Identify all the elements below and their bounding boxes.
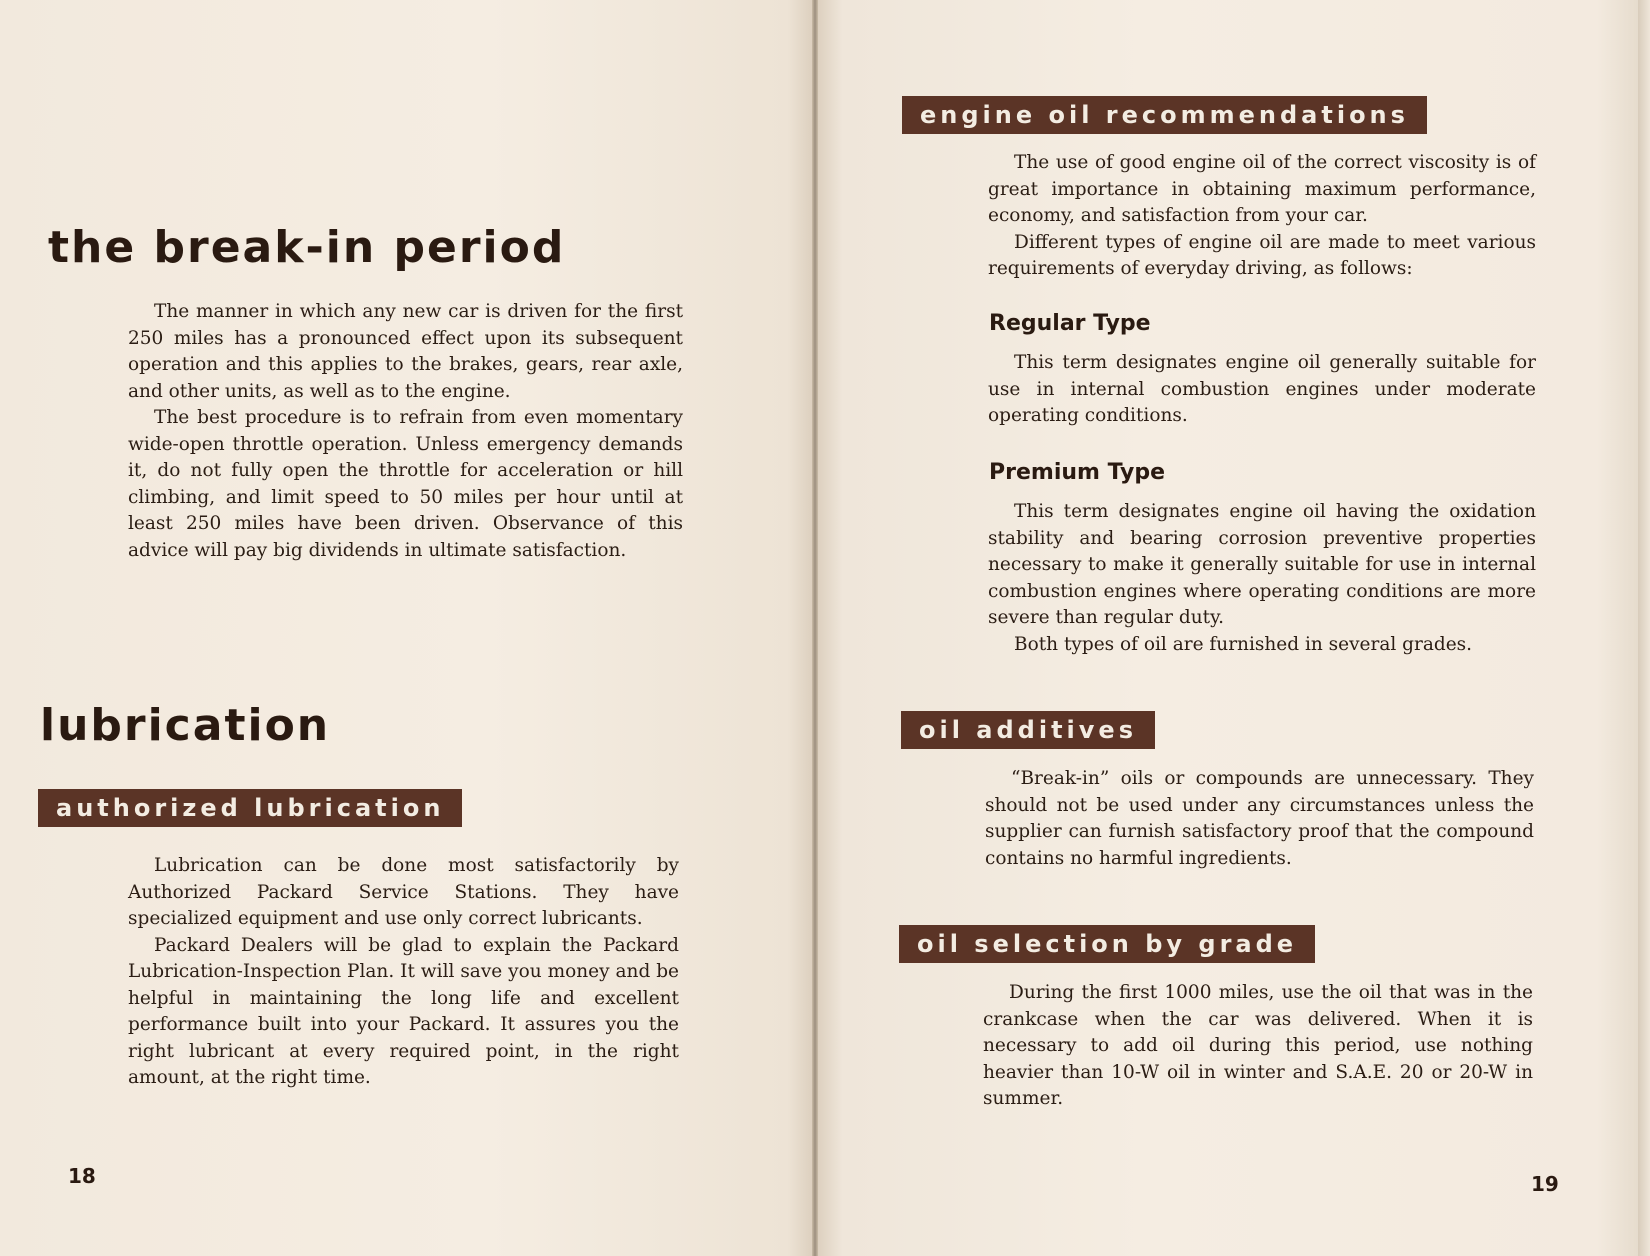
authorized-lubrication-band: authorized lubrication — [38, 789, 462, 827]
authorized-paragraph-1: Lubrication can be done most satisfactorily by Authorized Packard Service Stations. They have specialized equipment and use only correct lubricants. — [128, 855, 679, 929]
additives-text-block — [985, 766, 1534, 872]
engine-oil-paragraph-1: The use of good engine oil of the correct viscosity is of great importance in obtaining maximum performance, economy, and satisfaction from your car. — [988, 152, 1536, 226]
authorized-text-block — [128, 853, 679, 1092]
oil-selection-by-grade-band: oil selection by grade — [899, 925, 1315, 963]
regular-type-text-block — [988, 350, 1536, 430]
premium-type-paragraph-2: Both types of oil are furnished in several grades. — [1014, 633, 1473, 655]
page-number-left: 18 — [68, 1164, 96, 1188]
break-in-paragraph-1: The manner in which any new car is driven for the first 250 miles has a pronounced effect upon its subsequent operation and this applies to the brakes, gears, rear axle, and other units, as well as to the engine. — [128, 301, 683, 402]
regular-type-heading: Regular Type — [989, 311, 1151, 336]
engine-oil-recommendations-band: engine oil recommendations — [902, 96, 1427, 134]
authorized-paragraph-2: Packard Dealers will be glad to explain the Packard Lubrication-Inspection Plan. It will save you money and be helpful in maintaining the long life and excellent performance built into your Packard. It assures you the right lubricant at every required point, in the right amount, at the right time. — [128, 934, 679, 1088]
regular-type-paragraph: This term designates engine oil generally suitable for use in internal combustion engines under moderate operating conditions. — [988, 352, 1536, 426]
break-in-paragraph-2: The best procedure is to refrain from even momentary wide-open throttle operation. Unless emergency demands it, do not fully open the throttle for acceleration or hill climbing, and limit speed to 50 miles per hour until at least 250 miles have been driven. Observance of this advice will pay big dividends in ultimate satisfaction. — [128, 407, 683, 561]
page-number-right: 19 — [1531, 1172, 1559, 1196]
selection-text-block — [983, 980, 1533, 1113]
lubrication-heading: lubrication — [40, 700, 331, 751]
break-in-period-heading: the break-in period — [48, 222, 566, 273]
premium-type-paragraph-1: This term designates engine oil having the oxidation stability and bearing corrosion preventive properties necessary to make it generally suitable for use in internal combustion engines where operating conditions are more severe than regular duty. — [988, 501, 1536, 628]
selection-paragraph: During the first 1000 miles, use the oil that was in the crankcase when the car was delivered. When it is necessary to add oil during this period, use nothing heavier than 10-W oil in winter and S.A.E. 20 or 20-W in summer. — [983, 982, 1533, 1109]
left-page — [0, 0, 812, 1256]
break-in-text-block — [128, 299, 683, 564]
engine-oil-text-block — [988, 150, 1536, 283]
right-page-edge — [1638, 0, 1650, 1256]
engine-oil-paragraph-2: Different types of engine oil are made to meet various requirements of everyday driving, as follows: — [988, 231, 1536, 279]
premium-type-heading: Premium Type — [989, 460, 1166, 485]
oil-additives-band: oil additives — [901, 711, 1155, 749]
right-page — [818, 0, 1638, 1256]
additives-paragraph: “Break-in” oils or compounds are unnecessary. They should not be used under any circumstances unless the supplier can furnish satisfactory proof that the compound contains no harmful ingredients. — [985, 768, 1534, 869]
premium-type-text-block — [988, 499, 1536, 658]
